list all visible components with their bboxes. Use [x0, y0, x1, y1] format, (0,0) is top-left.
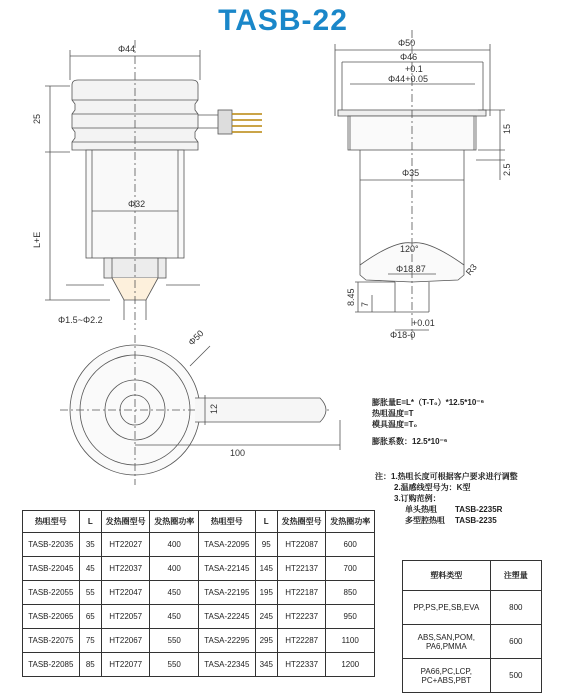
- notes-block: [375, 471, 518, 526]
- th-power: 发热圈功率: [150, 511, 199, 533]
- dim-h25r: 2.5: [502, 163, 512, 176]
- dim-nozzle: Φ1.5~Φ2.2: [58, 315, 103, 325]
- table-cell: 450: [150, 581, 199, 605]
- note-4: 单头热咀 TASB-2235R: [405, 505, 503, 514]
- th-model: 热咀型号: [23, 511, 80, 533]
- table-cell: TASA-22145: [198, 557, 255, 581]
- spec-table-header: [23, 511, 375, 533]
- table-cell: HT22337: [277, 653, 326, 677]
- table-cell: TASB-22055: [23, 581, 80, 605]
- note-1: 注：1.热咀长度可根据客户要求进行调整: [375, 472, 518, 481]
- th-volume: 注塑量: [490, 561, 541, 591]
- formula-line1: 膨胀量E=L*（T-T₀）*12.5*10⁻⁶: [372, 398, 485, 407]
- table-cell: 1200: [326, 653, 375, 677]
- table-row: [23, 605, 375, 629]
- formula-line2: 热咀温度=T: [372, 409, 414, 418]
- dim-plus001: +0.01: [412, 318, 435, 328]
- dim-d35: Φ35: [402, 168, 420, 178]
- table-cell: 600: [490, 625, 541, 659]
- dim-r3: R3: [463, 262, 479, 278]
- table-cell: TASA-22245: [198, 605, 255, 629]
- th-l: L: [79, 511, 101, 533]
- table-cell: TASA-22195: [198, 581, 255, 605]
- table-cell: HT22037: [101, 557, 150, 581]
- table-row: [403, 625, 542, 659]
- table-cell: 500: [490, 659, 541, 693]
- dim-h7: 7: [360, 301, 370, 307]
- note-3: 3.订购范例：: [394, 494, 441, 503]
- table-cell: 950: [326, 605, 375, 629]
- table-cell: ABS,SAN,POM, PA6,PMMA: [403, 625, 491, 659]
- table-cell: HT22087: [277, 533, 326, 557]
- table-cell: 195: [255, 581, 277, 605]
- table-cell: 145: [255, 557, 277, 581]
- dim-d46: Φ46: [400, 52, 418, 62]
- table-cell: HT22047: [101, 581, 150, 605]
- dim-d1887: Φ18.87: [396, 264, 426, 274]
- table-cell: 95: [255, 533, 277, 557]
- table-cell: 850: [326, 581, 375, 605]
- dim-h15: 15: [502, 123, 512, 134]
- table-cell: 85: [79, 653, 101, 677]
- table-cell: TASB-22085: [23, 653, 80, 677]
- dim-a120: 120°: [400, 244, 419, 254]
- table-row: [403, 591, 542, 625]
- formula-line3: 模具温度=T₀: [372, 420, 418, 429]
- table-cell: 65: [79, 605, 101, 629]
- table-cell: 345: [255, 653, 277, 677]
- th-l2: L: [255, 511, 277, 533]
- table-cell: 45: [79, 557, 101, 581]
- page-title: TASB-22: [218, 4, 348, 37]
- table-cell: TASB-22045: [23, 557, 80, 581]
- dim-plus01: +0.1: [405, 64, 423, 74]
- table-cell: HT22067: [101, 629, 150, 653]
- table-row: [23, 533, 375, 557]
- table-cell: 550: [150, 653, 199, 677]
- dim-h25: 25: [32, 113, 42, 124]
- table-row: [23, 557, 375, 581]
- table-row: [23, 629, 375, 653]
- dim-d32: Φ32: [128, 199, 146, 209]
- dim-d50: Φ50: [398, 38, 416, 48]
- table-cell: HT22137: [277, 557, 326, 581]
- table-cell: TASA-22095: [198, 533, 255, 557]
- dim-h845: 8.45: [346, 288, 356, 306]
- table-cell: HT22287: [277, 629, 326, 653]
- th-heater2: 发热圈型号: [277, 511, 326, 533]
- plastic-table: [402, 560, 542, 693]
- table-cell: HT22077: [101, 653, 150, 677]
- table-cell: HT22027: [101, 533, 150, 557]
- spec-table: [22, 510, 375, 677]
- table-cell: TASB-22075: [23, 629, 80, 653]
- th-plastic: 塑料类型: [403, 561, 491, 591]
- dim-d18: Φ18-0: [390, 330, 416, 340]
- table-cell: 400: [150, 533, 199, 557]
- table-cell: TASA-22295: [198, 629, 255, 653]
- table-cell: 550: [150, 629, 199, 653]
- dim-bottom-d50: Φ50: [186, 328, 206, 348]
- dim-w12: 12: [209, 403, 219, 414]
- table-cell: HT22057: [101, 605, 150, 629]
- note-2: 2.温感线型号为：K型: [394, 483, 471, 492]
- table-cell: 295: [255, 629, 277, 653]
- th-power2: 发热圈功率: [326, 511, 375, 533]
- table-cell: HT22237: [277, 605, 326, 629]
- table-cell: PP,PS,PE,SB,EVA: [403, 591, 491, 625]
- plastic-table-header: [403, 561, 542, 591]
- table-row: [23, 581, 375, 605]
- th-heater: 发热圈型号: [101, 511, 150, 533]
- dim-l100: 100: [230, 448, 246, 458]
- table-row: [23, 653, 375, 677]
- note-5: 多型腔热咀 TASB-2235: [405, 516, 497, 525]
- th-model2: 热咀型号: [198, 511, 255, 533]
- table-cell: 1100: [326, 629, 375, 653]
- table-cell: 245: [255, 605, 277, 629]
- table-cell: HT22187: [277, 581, 326, 605]
- table-cell: 35: [79, 533, 101, 557]
- dim-le: L+E: [32, 231, 42, 248]
- table-cell: 450: [150, 605, 199, 629]
- table-cell: 75: [79, 629, 101, 653]
- table-cell: TASA-22345: [198, 653, 255, 677]
- table-cell: 600: [326, 533, 375, 557]
- table-cell: 800: [490, 591, 541, 625]
- dim-d44tol: Φ44+0.05: [388, 74, 428, 84]
- table-cell: 55: [79, 581, 101, 605]
- formula-block: [372, 397, 484, 447]
- table-cell: 400: [150, 557, 199, 581]
- table-cell: TASB-22035: [23, 533, 80, 557]
- table-row: [403, 659, 542, 693]
- table-cell: PA66,PC,LCP, PC+ABS,PBT: [403, 659, 491, 693]
- dim-d44: Φ44: [118, 44, 136, 54]
- table-cell: TASB-22065: [23, 605, 80, 629]
- table-cell: 700: [326, 557, 375, 581]
- formula-line4: 膨胀系数：12.5*10⁻⁶: [372, 437, 448, 446]
